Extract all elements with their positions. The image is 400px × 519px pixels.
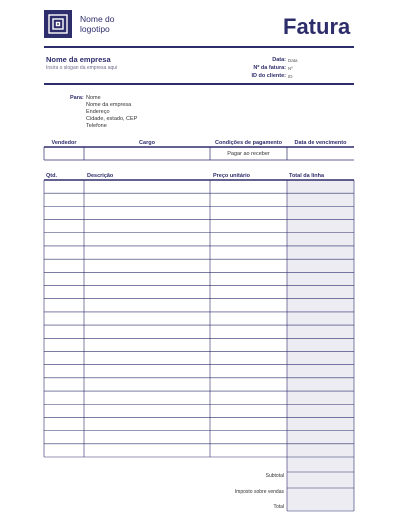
invoice-number-label: Nº da fatura: [253,65,286,71]
terms-header-cargo: Cargo [139,140,155,146]
bill-to-address: Endereço [86,109,110,115]
items-header-unit-price: Preço unitário [213,173,250,179]
bill-to-phone: Telefone [86,123,107,129]
items-header-description: Descrição [87,173,114,179]
company-slogan: Insira o slogan da empresa aqui [46,65,118,71]
items-header-qty: Qtd. [46,173,57,179]
terms-header-vendedor: Vendedor [51,140,77,146]
bill-to-label: Para: [70,95,84,101]
bill-to-company: Nome da empresa [86,102,132,108]
subtotal-label: Subtotal [265,473,284,479]
items-header-line-total: Total da linha [289,173,325,179]
terms-header-payment: Condições de pagamento [215,140,282,146]
date-value: Data [288,58,298,63]
client-id-value: ID [288,74,293,79]
total-label: Total [273,504,284,510]
date-label: Data: [272,57,286,63]
bill-to-city: Cidade, estado, CEP [86,116,138,122]
invoice-number-value: Nº [288,66,293,71]
terms-header-due-date: Data de vencimento [294,140,347,146]
terms-payment-value: Pagar ao receber [227,151,270,157]
logo-line-2: logotipo [80,24,110,34]
logo-line-1: Nome do [80,14,115,24]
company-name: Nome da empresa [46,55,111,64]
invoice-title: Fatura [283,14,351,39]
client-id-label: ID do cliente: [251,73,286,79]
bill-to-name: Nome [86,95,101,101]
tax-label: Imposto sobre vendas [234,489,284,495]
